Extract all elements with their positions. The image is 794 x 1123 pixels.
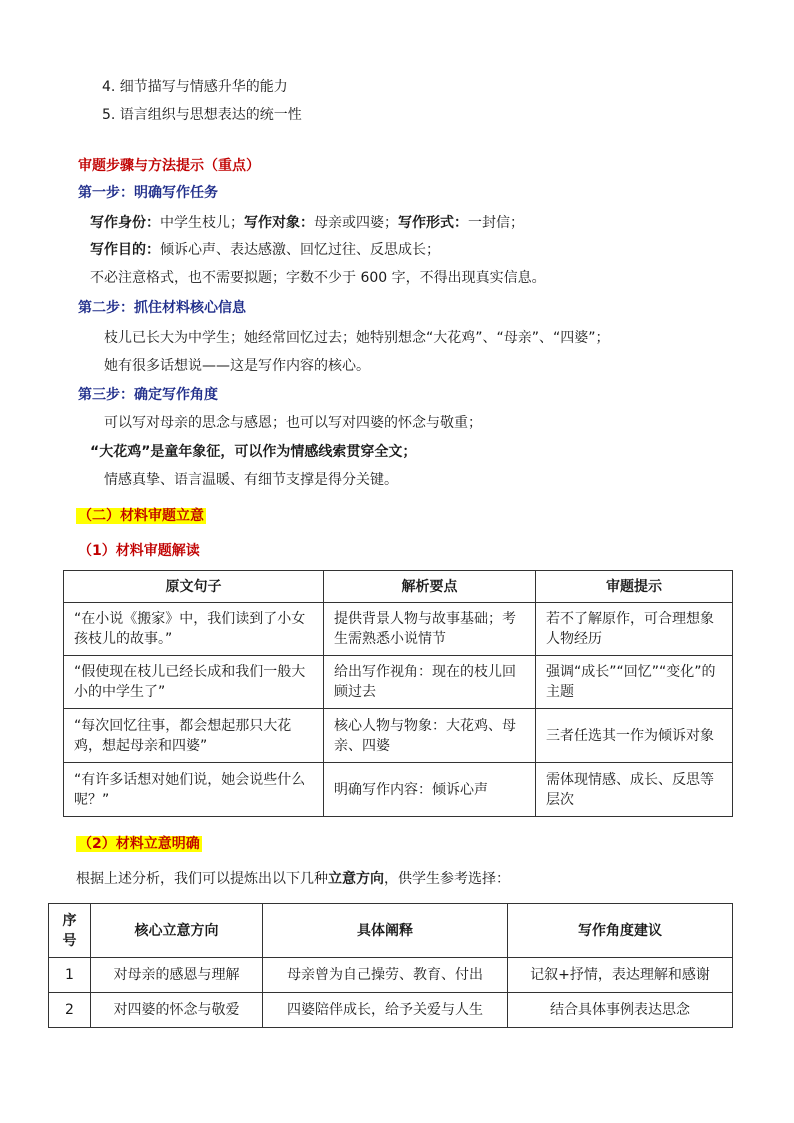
step1-line2 [90,240,440,260]
step2-title: 第二步：抓住材料核心信息 [78,300,246,316]
cell-explanation: 四婆陪伴成长，给予关爱与人生 [263,993,508,1028]
cell-suggestion: 记叙+抒情，表达理解和感谢 [508,958,733,993]
label-form: 写作形式： [398,215,468,231]
sub2-title-text: （2）材料立意明确 [78,836,200,852]
header-analysis: 解析要点 [324,571,536,603]
intro-after: ，供学生参考选择： [384,871,510,887]
cell-original: “假使现在枝儿已经长成和我们一般大小的中学生了” [64,656,324,709]
cell-analysis: 明确写作内容：倾诉心声 [324,763,536,817]
cell-explanation: 母亲曾为自己操劳、教育、付出 [263,958,508,993]
cell-original: “有许多话想对她们说，她会说些什么呢？” [64,763,324,817]
step3-line3: 情感真挚、语言温暖、有细节支撑是得分关键。 [104,472,398,488]
cell-index: 2 [49,993,91,1028]
cell-original: “在小说《搬家》中，我们读到了小女孩枝儿的故事。” [64,603,324,656]
steps-heading: 审题步骤与方法提示（重点） [78,158,260,174]
cell-tips: 强调“成长”“回忆”“变化”的主题 [536,656,733,709]
cell-index: 1 [49,958,91,993]
value-purpose: 倾诉心声、表达感激、回忆过往、反思成长； [160,242,440,258]
cell-direction: 对四婆的怀念与敬爱 [91,993,263,1028]
header-direction: 核心立意方向 [91,904,263,958]
sub2-title [76,834,202,854]
goal-item-5: 5. 语言组织与思想表达的统一性 [102,107,302,123]
section2-title [76,506,206,526]
cell-suggestion: 结合具体事例表达思念 [508,993,733,1028]
step3-line2: “大花鸡”是童年象征，可以作为情感线索贯穿全文； [90,444,417,460]
step2-line2: 她有很多话想说——这是写作内容的核心。 [104,358,370,374]
cell-tips: 若不了解原作，可合理想象人物经历 [536,603,733,656]
cell-analysis: 给出写作视角：现在的枝儿回顾过去 [324,656,536,709]
step3-title: 第三步：确定写作角度 [78,387,218,403]
table-row [49,958,733,993]
intro-paragraph [76,869,510,889]
step2-line1: 枝儿已长大为中学生；她经常回忆过去；她特别想念“大花鸡”、“母亲”、“四婆”； [104,330,610,346]
cell-analysis: 核心人物与物象：大花鸡、母亲、四婆 [324,709,536,763]
label-purpose: 写作目的： [90,242,160,258]
label-audience: 写作对象： [244,215,314,231]
goal-item-4: 4. 细节描写与情感升华的能力 [102,79,288,95]
step1-line1 [90,213,524,233]
value-identity: 中学生枝儿； [160,215,244,231]
header-original: 原文句子 [64,571,324,603]
value-audience: 母亲或四婆； [314,215,398,231]
cell-tips: 三者任选其一作为倾诉对象 [536,709,733,763]
section2-title-text: （二）材料审题立意 [78,508,204,524]
intro-bold: 立意方向 [328,871,384,887]
step1-line3: 不必注意格式，也不需要拟题；字数不少于 600 字，不得出现真实信息。 [90,270,546,286]
intro-before: 根据上述分析，我们可以提炼出以下几种 [76,871,328,887]
step1-title: 第一步：明确写作任务 [78,185,218,201]
cell-tips: 需体现情感、成长、反思等层次 [536,763,733,817]
table-row [64,603,733,656]
step3-line1: 可以写对母亲的思念与感恩；也可以写对四婆的怀念与敬重； [104,415,482,431]
analysis-table [63,570,733,817]
value-form: 一封信； [468,215,524,231]
cell-analysis: 提供背景人物与故事基础；考生需熟悉小说情节 [324,603,536,656]
theme-table-header [49,904,733,958]
header-explanation: 具体阐释 [263,904,508,958]
header-suggestion: 写作角度建议 [508,904,733,958]
cell-direction: 对母亲的感恩与理解 [91,958,263,993]
header-index: 序号 [49,904,91,958]
table-row [64,763,733,817]
table-row [64,656,733,709]
header-tips: 审题提示 [536,571,733,603]
cell-original: “每次回忆往事，都会想起那只大花鸡，想起母亲和四婆” [64,709,324,763]
sub1-title: （1）材料审题解读 [78,543,200,559]
table-row [64,709,733,763]
table-row [49,993,733,1028]
label-identity: 写作身份： [90,215,160,231]
analysis-table-header [64,571,733,603]
theme-table [48,903,733,1028]
